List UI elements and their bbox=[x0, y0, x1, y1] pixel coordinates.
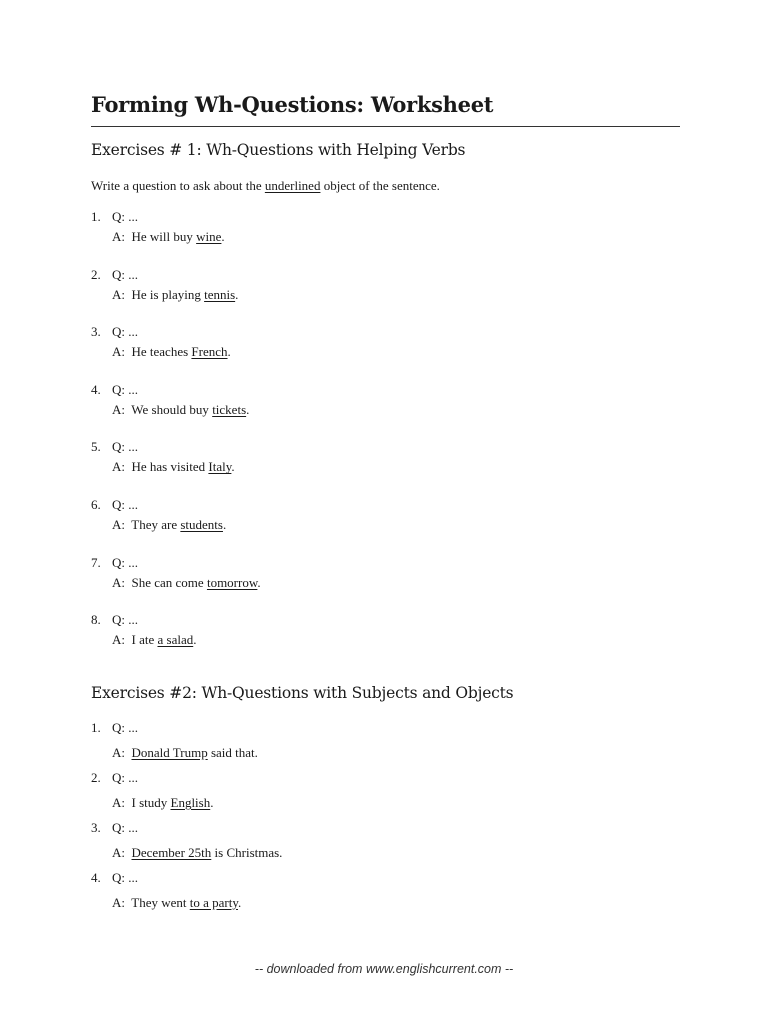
answer-text-end: . bbox=[227, 344, 231, 360]
answer-text: A: I study bbox=[112, 795, 171, 810]
instructions-underlined: underlined bbox=[264, 178, 321, 193]
answer-text: A: We should buy bbox=[112, 401, 213, 417]
answer-text: A: I ate bbox=[112, 632, 158, 648]
answer-text: A: He has visited bbox=[112, 459, 209, 475]
instructions bbox=[91, 178, 440, 194]
answer-text-end: . bbox=[231, 459, 235, 475]
question-line[interactable]: Q: ... bbox=[112, 612, 138, 628]
answer-text: A: bbox=[112, 845, 132, 860]
item-number: 2. bbox=[91, 770, 101, 785]
answer-text-end: . bbox=[246, 401, 250, 417]
question-line[interactable]: Q: ... bbox=[112, 820, 138, 835]
question-line[interactable]: Q: ... bbox=[112, 720, 138, 735]
question-line[interactable]: Q: ... bbox=[112, 870, 138, 885]
question-line[interactable]: Q: ... bbox=[112, 770, 138, 785]
question-line[interactable]: Q: ... bbox=[112, 324, 138, 340]
question-line[interactable]: Q: ... bbox=[112, 554, 138, 570]
item-number: 2. bbox=[91, 266, 101, 282]
answer-text: A: They are bbox=[112, 517, 181, 532]
answer-underlined-object: Donald Trump bbox=[131, 745, 208, 760]
question-line[interactable]: Q: ... bbox=[112, 209, 138, 224]
answer-text: A: bbox=[112, 745, 132, 760]
item-number: 1. bbox=[91, 209, 101, 224]
item-number: 1. bbox=[91, 720, 101, 735]
question-line[interactable]: Q: ... bbox=[112, 266, 138, 282]
answer-underlined-object: a salad bbox=[157, 632, 194, 648]
answer-text: A: She can come bbox=[112, 574, 207, 590]
answer-text: A: They went bbox=[112, 895, 190, 910]
page-title: Forming Wh-Questions: Worksheet bbox=[91, 92, 494, 117]
answer-underlined-object: students bbox=[180, 517, 223, 532]
answer-text: A: He is playing bbox=[112, 286, 205, 302]
answer-text: A: He teaches bbox=[112, 344, 192, 360]
title-divider bbox=[91, 126, 680, 127]
item-number: 4. bbox=[91, 381, 101, 397]
answer-underlined-object: French bbox=[191, 344, 228, 360]
answer-underlined-object: Italy bbox=[208, 459, 232, 475]
answer-underlined-object: tickets bbox=[212, 401, 247, 417]
answer-line bbox=[112, 344, 231, 360]
answer-line bbox=[112, 795, 213, 811]
answer-text-end: is Christmas. bbox=[211, 845, 283, 860]
question-line[interactable]: Q: ... bbox=[112, 381, 138, 397]
question-line[interactable]: Q: ... bbox=[112, 439, 138, 455]
answer-line bbox=[112, 845, 282, 861]
answer-underlined-object: wine bbox=[196, 229, 222, 244]
section1-heading: Exercises # 1: Wh-Questions with Helping Verbs bbox=[91, 141, 466, 159]
answer-line bbox=[112, 745, 258, 761]
instructions-pre: Write a question to ask about the bbox=[91, 178, 265, 193]
answer-text-end: . bbox=[222, 517, 227, 532]
question-line[interactable]: Q: ... bbox=[112, 497, 138, 512]
footer-source: -- downloaded from www.englishcurrent.com -- bbox=[254, 962, 514, 976]
answer-line bbox=[112, 517, 226, 533]
answer-line bbox=[112, 895, 241, 911]
answer-underlined-object: tomorrow bbox=[206, 574, 258, 590]
answer-line bbox=[112, 459, 235, 475]
answer-underlined-object: English bbox=[170, 795, 211, 810]
answer-text: A: He will buy bbox=[112, 229, 197, 244]
answer-text-end: . bbox=[210, 795, 214, 810]
answer-text-end: . bbox=[235, 286, 239, 302]
item-number: 3. bbox=[91, 820, 101, 835]
answer-underlined-object: to a party bbox=[189, 895, 238, 910]
answer-line bbox=[112, 287, 238, 303]
section2-heading: Exercises #2: Wh-Questions with Subjects and Objects bbox=[91, 684, 514, 702]
answer-text-end: . bbox=[238, 895, 242, 910]
item-number: 7. bbox=[91, 554, 101, 570]
item-number: 5. bbox=[91, 439, 101, 455]
answer-line bbox=[112, 632, 196, 648]
answer-text-end: . bbox=[221, 229, 225, 244]
answer-line bbox=[112, 575, 261, 591]
answer-text-end: said that. bbox=[207, 745, 258, 760]
item-number: 6. bbox=[91, 497, 101, 512]
answer-underlined-object: December 25th bbox=[131, 845, 212, 860]
answer-line bbox=[112, 402, 249, 418]
answer-text-end: . bbox=[257, 574, 261, 590]
item-number: 8. bbox=[91, 612, 101, 628]
instructions-post: object of the sentence. bbox=[320, 178, 440, 193]
answer-text-end: . bbox=[193, 632, 197, 648]
answer-underlined-object: tennis bbox=[204, 286, 236, 302]
item-number: 3. bbox=[91, 324, 101, 340]
answer-line bbox=[112, 229, 225, 245]
item-number: 4. bbox=[91, 870, 101, 885]
